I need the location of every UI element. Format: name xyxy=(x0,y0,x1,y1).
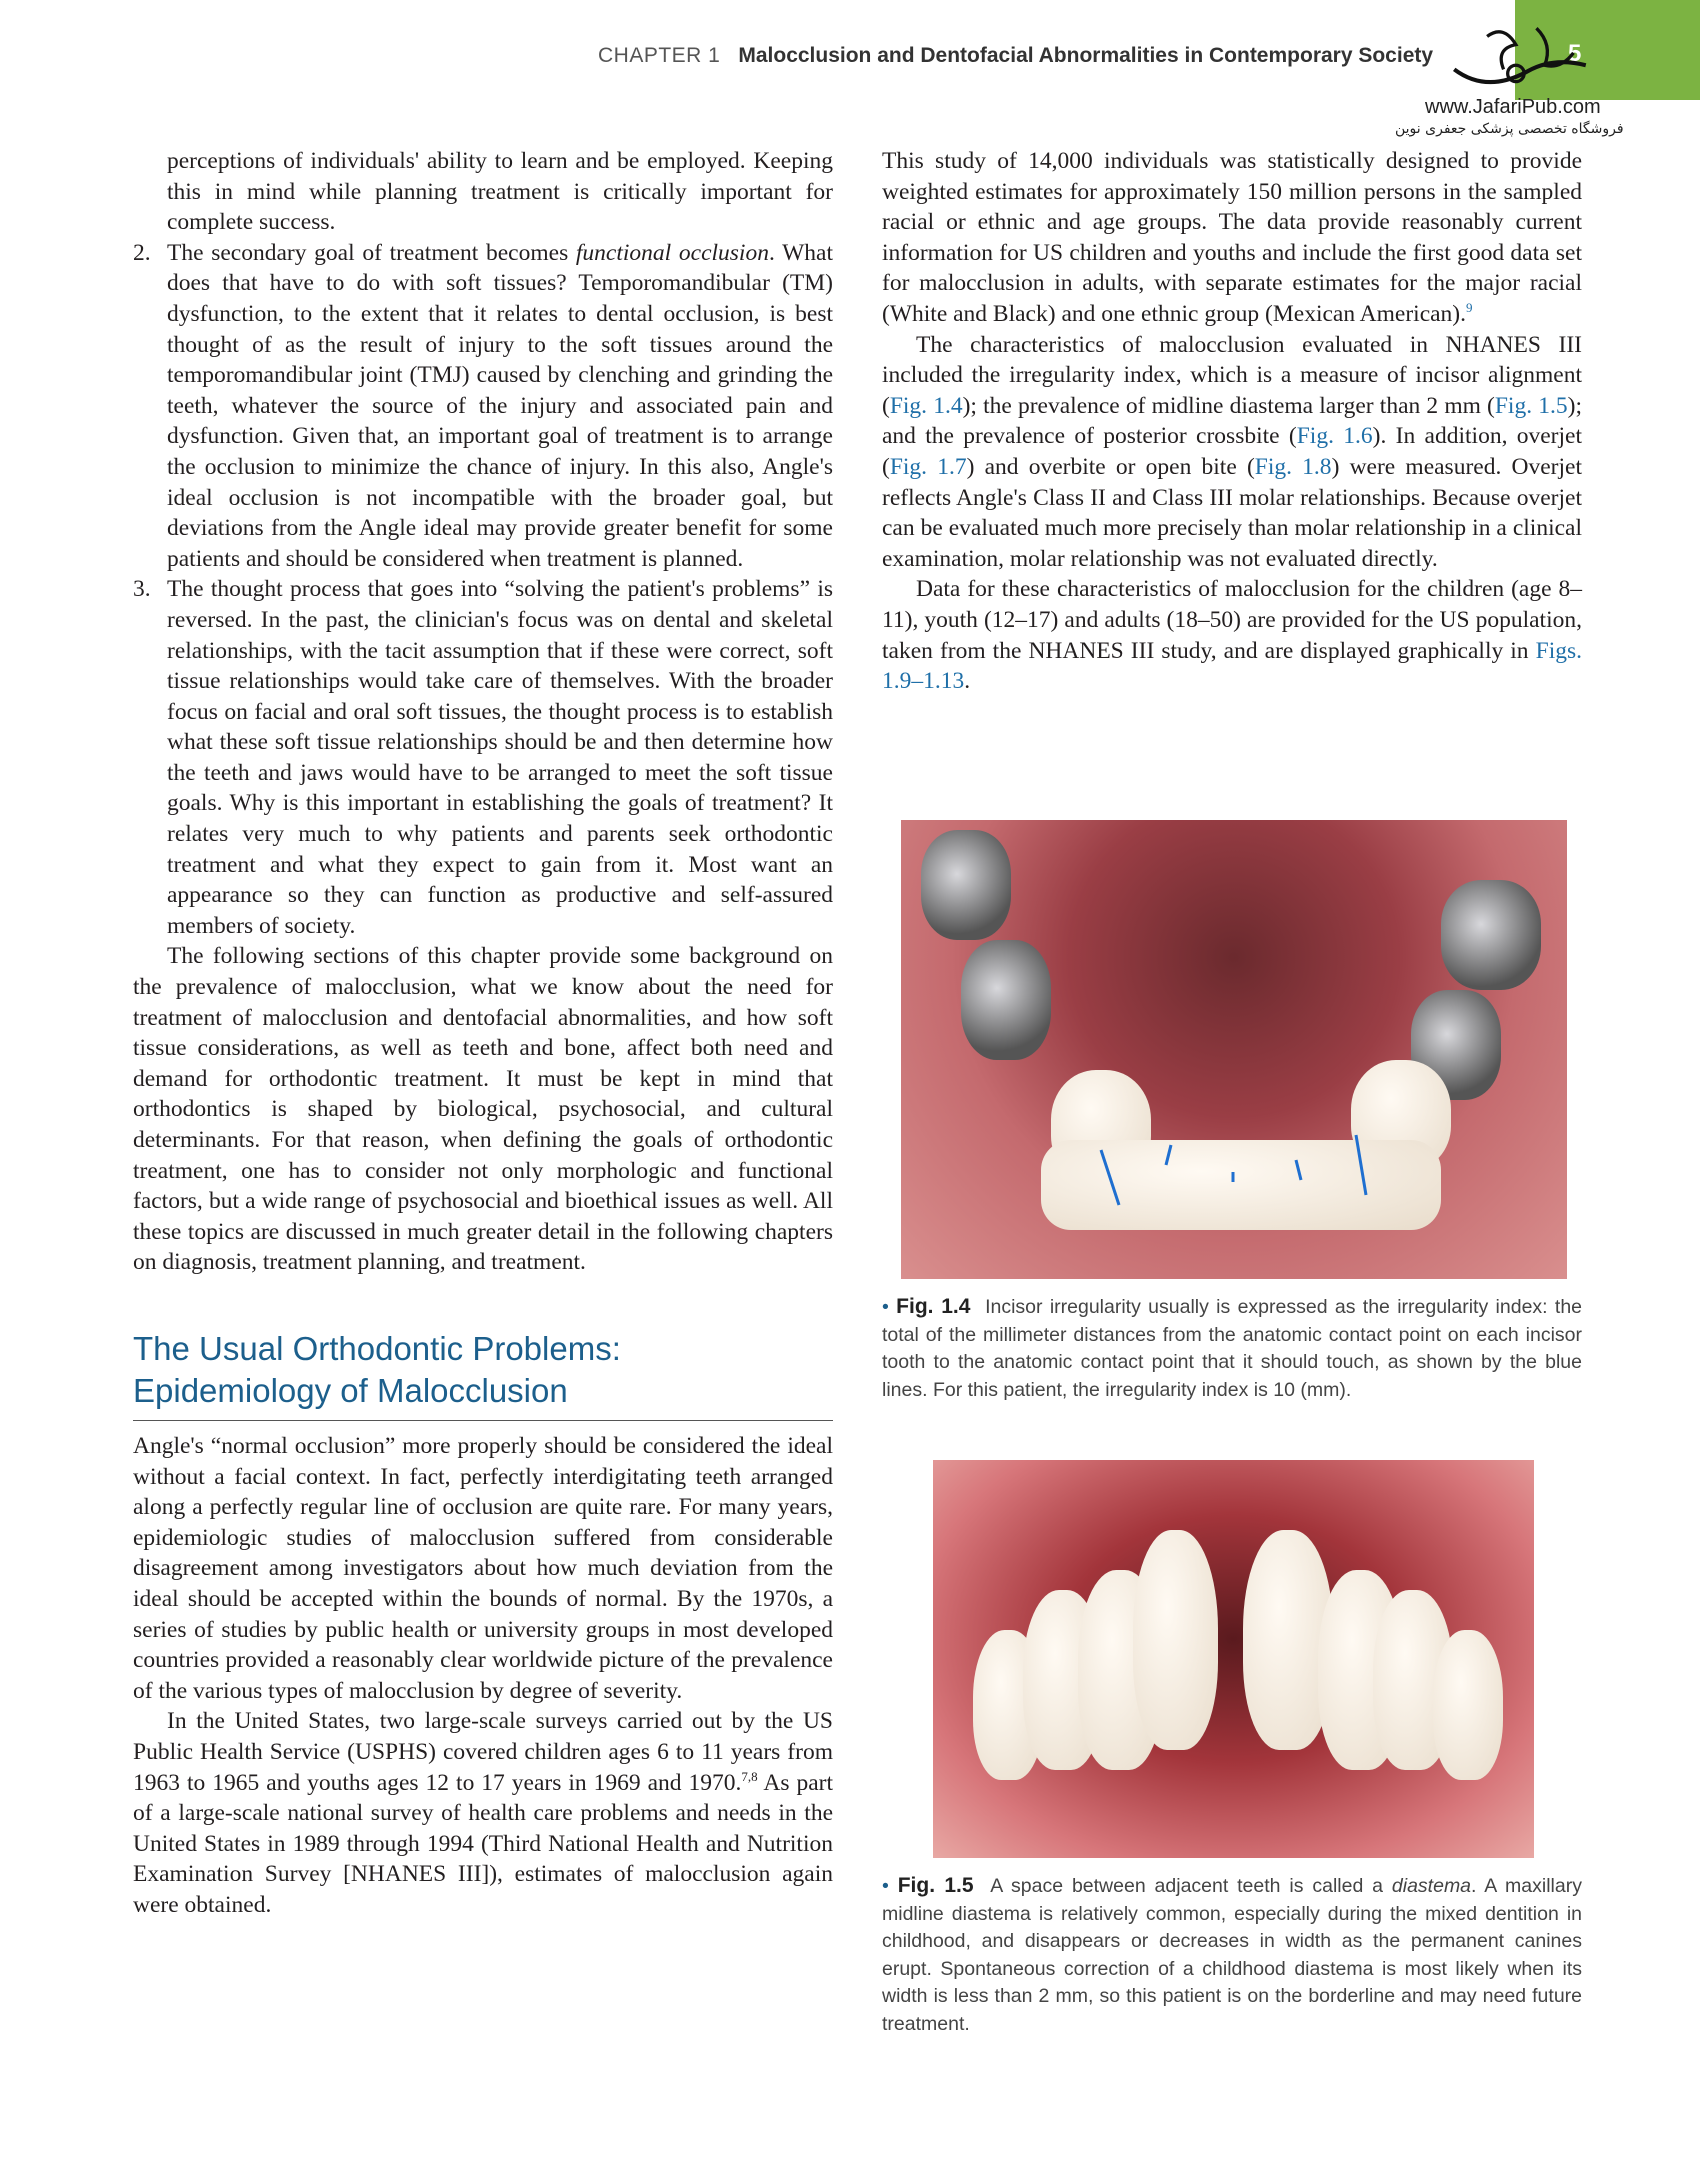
chapter-title: Malocclusion and Dentofacial Abnormalities in Contemporary Society xyxy=(738,44,1434,67)
text: ); the prevalence of midline diastema larger than 2 mm ( xyxy=(962,392,1495,419)
figure-link[interactable]: Fig. 1.5 xyxy=(1494,392,1568,419)
caption-text: . A maxillary midline diastema is relatively common, especially during the mixed dentition in childhood, and disappears or decreases in width as the permanent canines erupt. Spontaneous correction of a childhood diastema is most likely when its width is less than 2 mm, so this patient is on the borderline and may need future treatment. xyxy=(882,1875,1582,2035)
text: As part of a large-scale national survey of health care problems and needs in the United States in 1989 through 1994 (Third National Health and Nutrition Examination Survey [NHANES III]), estimates of malocclusion again were obtained. xyxy=(133,1769,833,1918)
tooth xyxy=(1433,1630,1503,1780)
paragraph xyxy=(882,146,1582,330)
text: The secondary goal of treatment becomes xyxy=(167,239,576,266)
text: . What does that have to do with soft tissues? Temporomandibular (TM) dysfunction, to the extent that it relates to dental occlusion, is best thought of as the result of injury to the soft tissues around the temporomandibular joint (TMJ) caused by clenching and grinding the teeth, whatever the source of the injury and associated pain and dysfunction. Given that, an important goal of treatment is to arrange the occlusion to minimize the chance of injury. In this also, Angle's ideal occlusion is not incompatible with the broader goal, but deviations from the Angle ideal may provide greater benefit for some patients and should be considered when treatment is planned. xyxy=(167,239,833,572)
figure-1-4-caption xyxy=(882,1293,1582,1404)
bullet-icon: • xyxy=(882,1875,898,1897)
text: In the United States, two large-scale surveys carried out by the US Public Health Service (USPHS) covered children ages 6 to 11 years from 1963 to 1965 and youths ages 12 to 17 years in 1969 and 1970. xyxy=(133,1708,833,1796)
emphasis: functional occlusion xyxy=(575,239,769,266)
caption-emphasis: diastema xyxy=(1391,1875,1472,1897)
chapter-label: CHAPTER 1 xyxy=(598,44,721,67)
figure-link[interactable]: Fig. 1.6 xyxy=(1296,423,1373,450)
text: The characteristics of malocclusion evaluated in NHANES III included the irregularity index, which is a measure of incisor alignment ( xyxy=(882,331,1582,419)
paragraph xyxy=(882,330,1582,575)
text: ) were measured. Overjet reflects Angle's Class II and Class III molar relationships. Because overjet can be evaluated much more precisely than molar relationship in a clinical examination, molar relationship was not evaluated directly. xyxy=(882,453,1582,572)
figure-link[interactable]: Fig. 1.7 xyxy=(889,453,967,480)
text: ). In addition, overjet ( xyxy=(882,423,1582,480)
text: . xyxy=(964,668,971,695)
figure-1-5-photo xyxy=(933,1460,1534,1858)
text: The thought process that goes into “solving the patient's problems” is reversed. In the past, the clinician's focus was on dental and skeletal relationships, with the tacit assumption that if these were correct, soft tissue relationships would take care of themselves. With the broader focus on facial and oral soft tissues, the thought process is to establish what these soft tissue relationships should be and then determine how the teeth and jaws would have to be arranged to meet the soft tissue goals. Why is this important in establishing the goals of treatment? It relates very much to why patients and parents seek orthodontic treatment and what they expect to gain from it. Most want an appearance so they can function as productive and self-assured members of society. xyxy=(167,576,833,939)
irregularity-lines xyxy=(901,820,1567,1279)
list-item-3 xyxy=(133,574,833,941)
tooth xyxy=(1133,1530,1218,1750)
left-column xyxy=(133,146,833,1920)
running-header xyxy=(598,44,1433,68)
paragraph xyxy=(133,1706,833,1920)
paragraph: Angle's “normal occlusion” more properly should be considered the ideal without a facial context. In fact, perfectly interdigitating teeth arranged along a perfectly regular line of occlusion are quite rare. For many years, epidemiologic studies of malocclusion suffered from considerable disagreement among investigators about how much deviation from the ideal should be accepted within the bounds of normal. By the 1970s, a series of studies by public health or university groups in most developed countries provided a reasonably clear worldwide picture of the prevalence of the various types of malocclusion by degree of severity. xyxy=(133,1432,833,1704)
list-continuation: perceptions of individuals' ability to learn and be employed. Keeping this in mind while planning treatment is critically important for complete success. xyxy=(167,148,833,236)
figure-label: Fig. 1.5 xyxy=(897,1874,974,1897)
bullet-icon: • xyxy=(882,1296,897,1318)
paragraph: The following sections of this chapter provide some background on the prevalence of malocclusion, what we know about the need for treatment of malocclusion and dentofacial abnormalities, and how soft tissue considerations, as well as teeth and bone, affect both need and demand for orthodontic treatment. It must be kept in mind that orthodontics is shaped by biological, psychosocial, and cultural determinants. For that reason, when defining the goals of orthodontic treatment, one has to consider not only morphologic and functional factors, but a wide range of psychosocial and bioethical issues as well. All these topics are discussed in much greater detail in the following chapters on diagnosis, treatment planning, and treatment. xyxy=(133,943,833,1276)
heading-line: The Usual Orthodontic Problems: xyxy=(133,1329,621,1367)
figure-1-5-caption xyxy=(882,1872,1582,2038)
figure-link[interactable]: Figs. 1.9–1.13 xyxy=(882,637,1582,695)
citation: 9 xyxy=(1466,300,1473,316)
text: Data for these characteristics of malocclusion for the children (age 8–11), youth (12–17) and adults (18–50) are provided for the US population, taken from the NHANES III study, and are displayed graphically in xyxy=(882,576,1582,664)
text: ); and the prevalence of posterior crossbite ( xyxy=(882,392,1582,450)
caption-text: Incisor irregularity usually is expressed as the irregularity index: the total of the millimeter distances from the anatomic contact point on each incisor tooth to the anatomic contact point that it should touch, as shown by the blue lines. For this patient, the irregularity index is 10 (mm). xyxy=(882,1296,1583,1401)
figure-1-4-photo xyxy=(901,820,1567,1279)
list-number: 2. xyxy=(133,239,151,266)
heading-line: Epidemiology of Malocclusion xyxy=(133,1371,568,1409)
text: ) and overbite or open bite ( xyxy=(966,453,1255,480)
figure-link[interactable]: Fig. 1.8 xyxy=(1254,453,1332,480)
text: This study of 14,000 individuals was statistically designed to provide weighted estimates for approximately 150 million persons in the sampled racial or ethnic and age groups. The data provide reasonably current information for US children and youths and include the first good data set for malocclusion in adults, with separate estimates for the major racial (White and Black) and one ethnic group (Mexican American). xyxy=(882,148,1582,327)
watermark-url: www.JafariPub.com xyxy=(1425,96,1601,118)
section-heading xyxy=(133,1328,833,1421)
page-number: 5 xyxy=(1568,40,1582,67)
list-item-2 xyxy=(133,238,833,575)
paragraph xyxy=(882,574,1582,696)
figure-link[interactable]: Fig. 1.4 xyxy=(889,392,963,419)
figure-label: Fig. 1.4 xyxy=(896,1295,971,1318)
citation: 7,8 xyxy=(741,1768,758,1784)
watermark-shop: فروشگاه تخصصی پزشکی جعفری نوین xyxy=(1395,121,1624,137)
publisher-logo-icon xyxy=(1420,20,1620,94)
caption-text: A space between adjacent teeth is called a xyxy=(990,1875,1392,1897)
list-number: 3. xyxy=(133,576,151,603)
right-column xyxy=(882,146,1582,697)
